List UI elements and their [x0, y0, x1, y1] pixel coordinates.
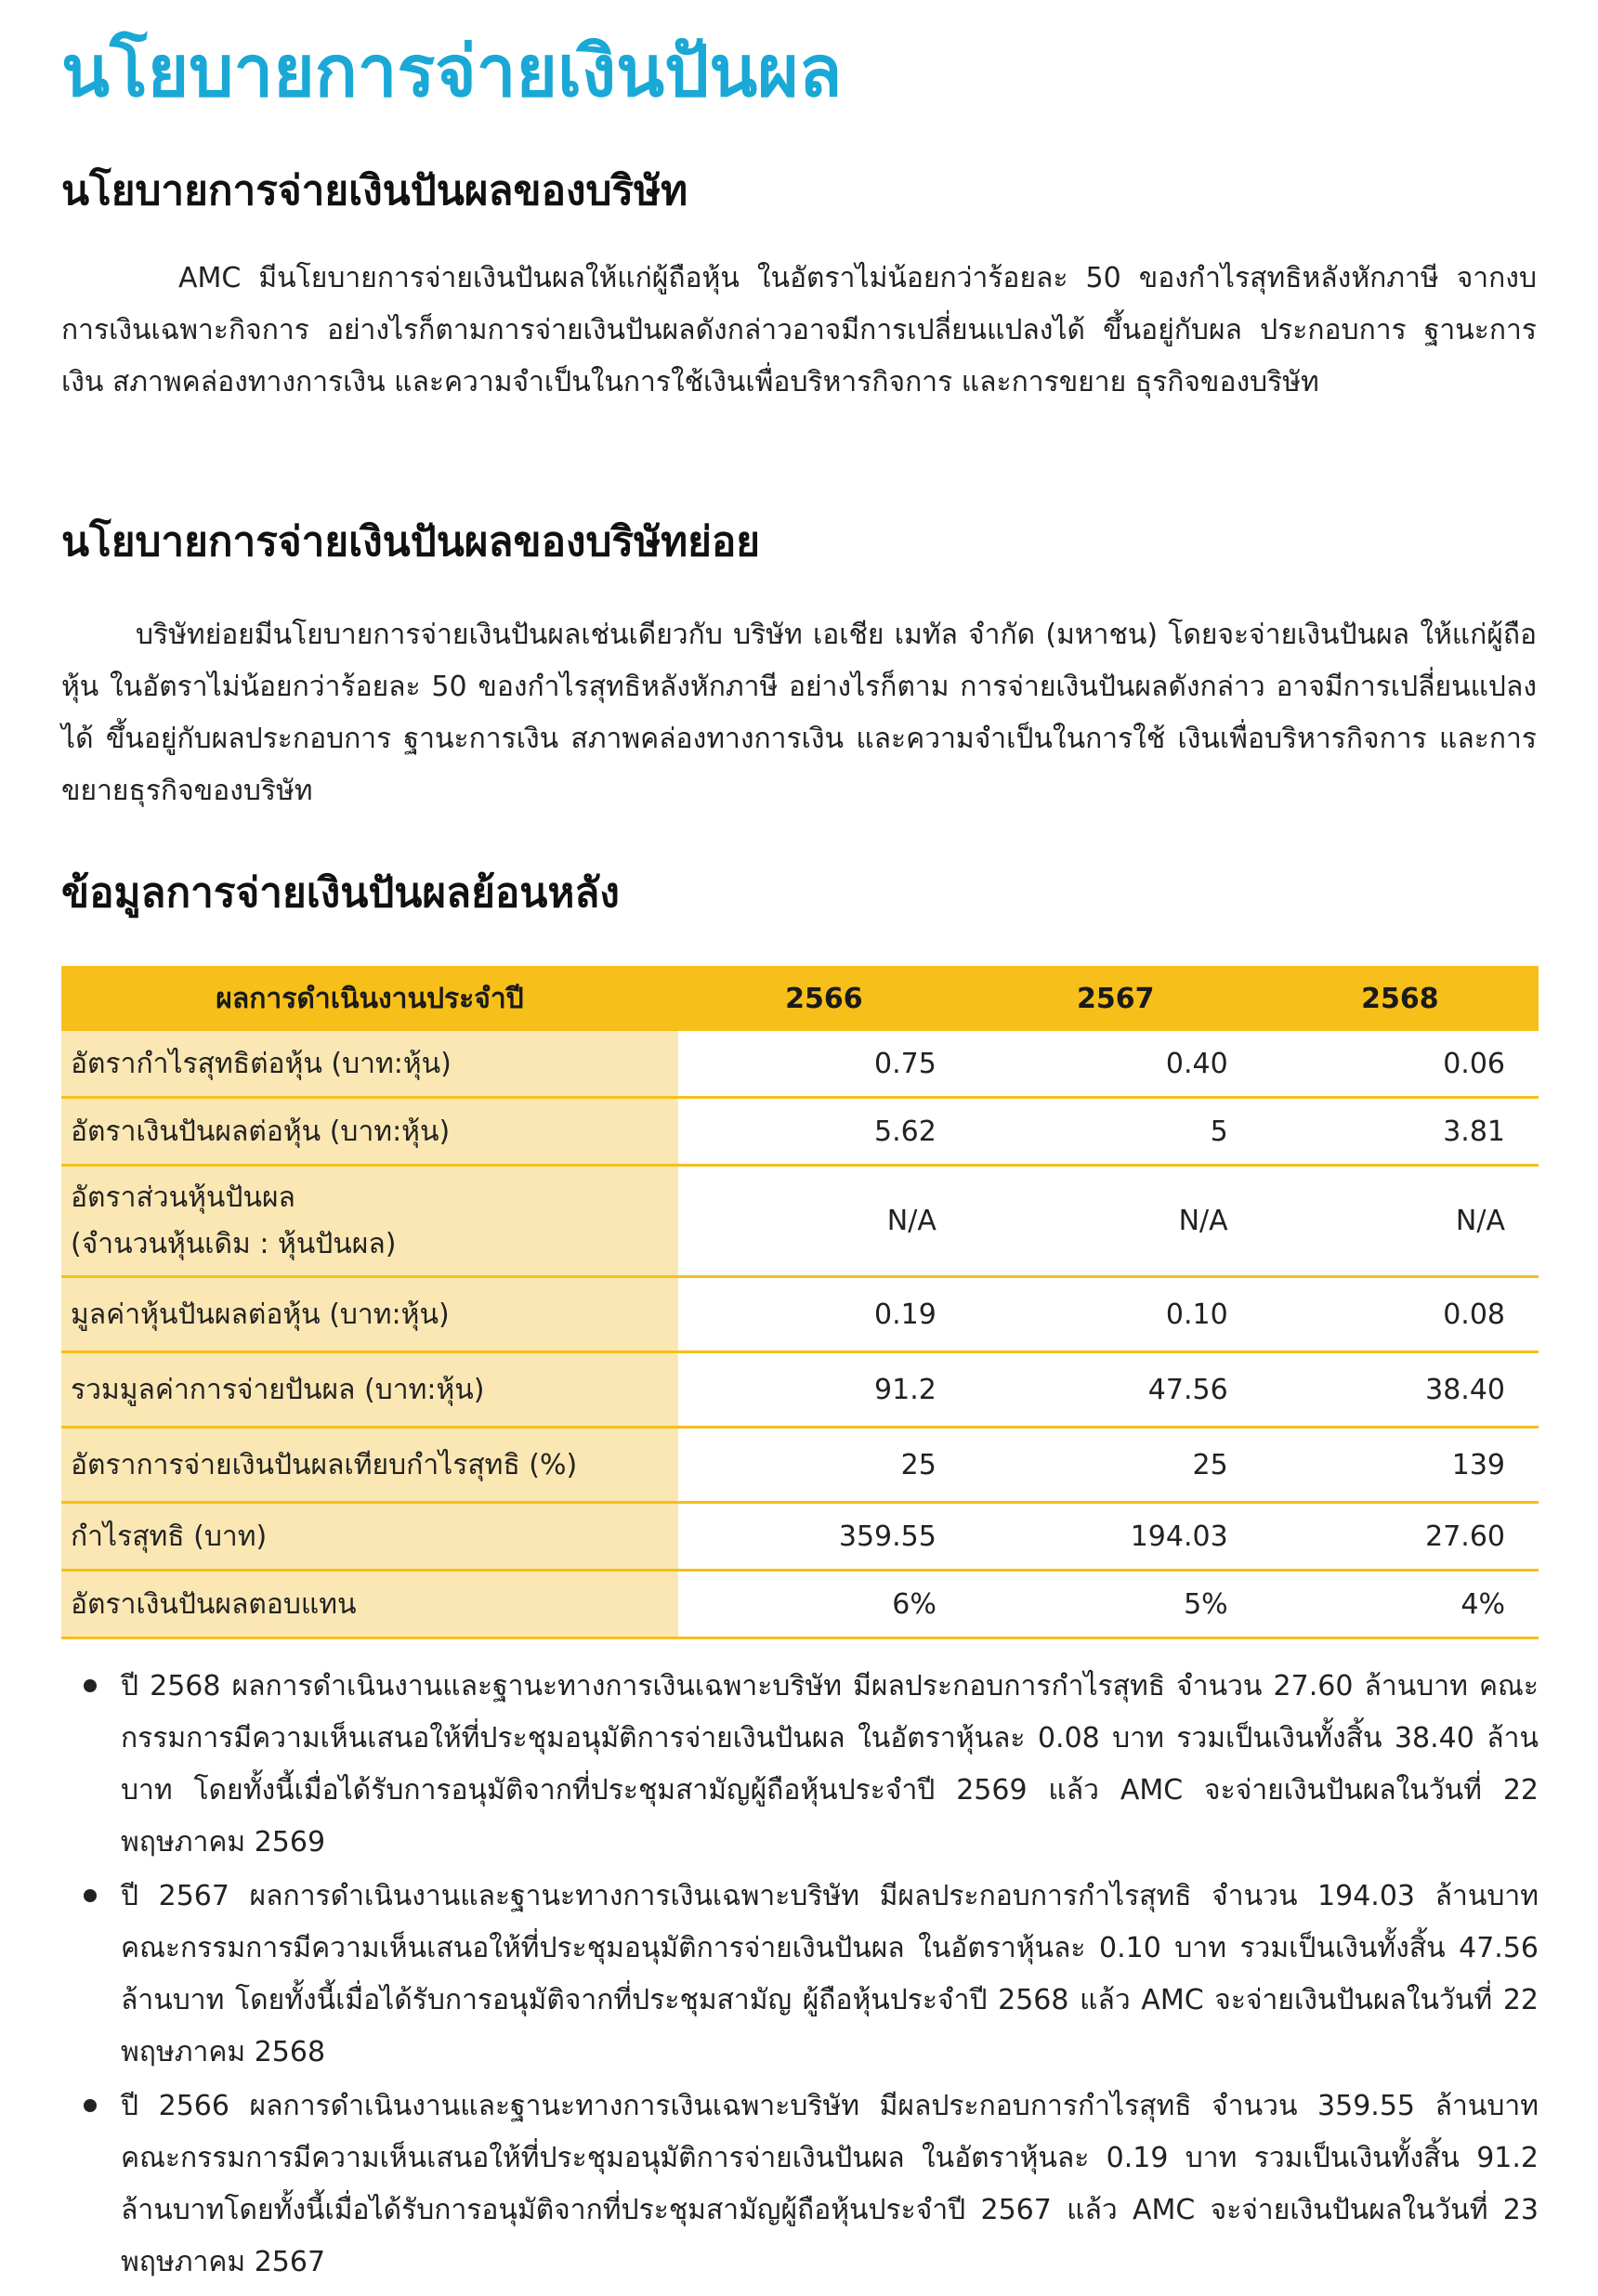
row-label: อัตราเงินปันผลตอบแทน [61, 1571, 678, 1638]
row-label: กำไรสุทธิ (บาท) [61, 1503, 678, 1571]
cell-2566: 6% [678, 1571, 970, 1638]
list-item: ปี 2568 ผลการดำเนินงานและฐานะทางการเงินเฉพาะบริษัท มีผลประกอบการกำไรสุทธิ จำนวน 27.60 ล้านบาท คณะกรรมการมีความเห็นเสนอให้ที่ประชุมอนุมัติการจ่ายเงินปันผล ในอัตราหุ้นละ 0.08 บาท รวมเป็นเงินทั้งสิ้น 38.40 ล้านบาท โดยทั้งนี้เมื่อได้รับการอนุมัติจากที่ประชุมสามัญผู้ถือหุ้นประจำปี 2569 แล้ว AMC จะจ่ายเงินปันผลในวันที่ 22 พฤษภาคม 2569 [61, 1661, 1539, 1869]
cell-2566: N/A [678, 1166, 970, 1277]
row-label: อัตราส่วนหุ้นปันผล (จำนวนหุ้นเดิม : หุ้นปันผล) [61, 1166, 678, 1277]
row-label: อัตราเงินปันผลต่อหุ้น (บาท:หุ้น) [61, 1098, 678, 1166]
cell-2568: 0.06 [1262, 1031, 1539, 1098]
table-header-cell: 2567 [970, 966, 1262, 1031]
company-policy-heading: นโยบายการจ่ายเงินปันผลของบริษัท [61, 167, 688, 215]
list-item: ปี 2566 ผลการดำเนินงานและฐานะทางการเงินเฉพาะบริษัท มีผลประกอบการกำไรสุทธิ จำนวน 359.55 ล้านบาท คณะกรรมการมีความเห็นเสนอให้ที่ประชุมอนุมัติการจ่ายเงินปันผล ในอัตราหุ้นละ 0.19 บาท รวมเป็นเงินทั้งสิ้น 91.2 ล้านบาทโดยทั้งนี้เมื่อได้รับการอนุมัติจากที่ประชุมสามัญผู้ถือหุ้นประจำปี 2567 แล้ว AMC จะจ่ายเงินปันผลในวันที่ 23 พฤษภาคม 2567 [61, 2081, 1539, 2289]
table-header-row [61, 966, 1539, 1031]
dividend-history-table [61, 966, 1539, 1639]
cell-2568: 0.08 [1262, 1277, 1539, 1352]
cell-2568: N/A [1262, 1166, 1539, 1277]
table-row [61, 1031, 1539, 1098]
cell-2566: 0.19 [678, 1277, 970, 1352]
cell-2566: 359.55 [678, 1503, 970, 1571]
cell-2566: 25 [678, 1428, 970, 1503]
dividend-history-heading: ข้อมูลการจ่ายเงินปันผลย้อนหลัง [61, 869, 620, 917]
table-header-cell: 2568 [1262, 966, 1539, 1031]
cell-2567: 194.03 [970, 1503, 1262, 1571]
row-label: อัตราการจ่ายเงินปันผลเทียบกำไรสุทธิ (%) [61, 1428, 678, 1503]
bullet-icon [84, 2099, 97, 2112]
company-policy-paragraph: AMC มีนโยบายการจ่ายเงินปันผลให้แก่ผู้ถือหุ้น ในอัตราไม่น้อยกว่าร้อยละ 50 ของกำไรสุทธิหลังหักภาษี จากงบการเงินเฉพาะกิจการ อย่างไรก็ตามการจ่ายเงินปันผลดังกล่าวอาจมีการเปลี่ยนแปลงได้ ขึ้นอยู่กับผล ประกอบการ ฐานะการเงิน สภาพคล่องทางการเงิน และความจำเป็นในการใช้เงินเพื่อบริหารกิจการ และการขยาย ธุรกิจของบริษัท [61, 262, 1537, 398]
cell-2566: 0.75 [678, 1031, 970, 1098]
cell-2567: 25 [970, 1428, 1262, 1503]
subsidiary-policy-heading: นโยบายการจ่ายเงินปันผลของบริษัทย่อย [61, 518, 761, 566]
bullet-icon [84, 1889, 97, 1902]
table-row [61, 1571, 1539, 1638]
page-title: นโยบายการจ่ายเงินปันผล [61, 30, 843, 112]
cell-2568: 139 [1262, 1428, 1539, 1503]
cell-2568: 27.60 [1262, 1503, 1539, 1571]
row-label: อัตรากำไรสุทธิต่อหุ้น (บาท:หุ้น) [61, 1031, 678, 1098]
table-row [61, 1098, 1539, 1166]
dividend-notes-list [61, 1661, 1539, 2290]
row-label: มูลค่าหุ้นปันผลต่อหุ้น (บาท:หุ้น) [61, 1277, 678, 1352]
subsidiary-policy-paragraph: บริษัทย่อยมีนโยบายการจ่ายเงินปันผลเช่นเดียวกับ บริษัท เอเชีย เมทัล จำกัด (มหาชน) โดยจะจ่ายเงินปันผล ให้แก่ผู้ถือหุ้น ในอัตราไม่น้อยกว่าร้อยละ 50 ของกำไรสุทธิหลังหักภาษี อย่างไรก็ตาม การจ่ายเงินปันผลดังกล่าว อาจมีการเปลี่ยนแปลงได้ ขึ้นอยู่กับผลประกอบการ ฐานะการเงิน สภาพคล่องทางการเงิน และความจำเป็นในการใช้ เงินเพื่อบริหารกิจการ และการขยายธุรกิจของบริษัท [61, 619, 1537, 807]
cell-2566: 91.2 [678, 1352, 970, 1428]
list-item: ปี 2567 ผลการดำเนินงานและฐานะทางการเงินเฉพาะบริษัท มีผลประกอบการกำไรสุทธิ จำนวน 194.03 ล้านบาท คณะกรรมการมีความเห็นเสนอให้ที่ประชุมอนุมัติการจ่ายเงินปันผล ในอัตราหุ้นละ 0.10 บาท รวมเป็นเงินทั้งสิ้น 47.56 ล้านบาท โดยทั้งนี้เมื่อได้รับการอนุมัติจากที่ประชุมสามัญ ผู้ถือหุ้นประจำปี 2568 แล้ว AMC จะจ่ายเงินปันผลในวันที่ 22 พฤษภาคม 2568 [61, 1871, 1539, 2079]
cell-2567: 47.56 [970, 1352, 1262, 1428]
table-row [61, 1503, 1539, 1571]
cell-2567: 0.10 [970, 1277, 1262, 1352]
table-header-cell: ผลการดำเนินงานประจำปี [61, 966, 678, 1031]
cell-2568: 3.81 [1262, 1098, 1539, 1166]
cell-2568: 4% [1262, 1571, 1539, 1638]
table-row [61, 1428, 1539, 1503]
cell-2567: 0.40 [970, 1031, 1262, 1098]
table-row [61, 1166, 1539, 1277]
cell-2567: 5 [970, 1098, 1262, 1166]
bullet-icon [84, 1679, 97, 1692]
cell-2568: 38.40 [1262, 1352, 1539, 1428]
table-row [61, 1352, 1539, 1428]
cell-2566: 5.62 [678, 1098, 970, 1166]
cell-2567: N/A [970, 1166, 1262, 1277]
table-header-cell: 2566 [678, 966, 970, 1031]
row-label: รวมมูลค่าการจ่ายปันผล (บาท:หุ้น) [61, 1352, 678, 1428]
table-row [61, 1277, 1539, 1352]
cell-2567: 5% [970, 1571, 1262, 1638]
